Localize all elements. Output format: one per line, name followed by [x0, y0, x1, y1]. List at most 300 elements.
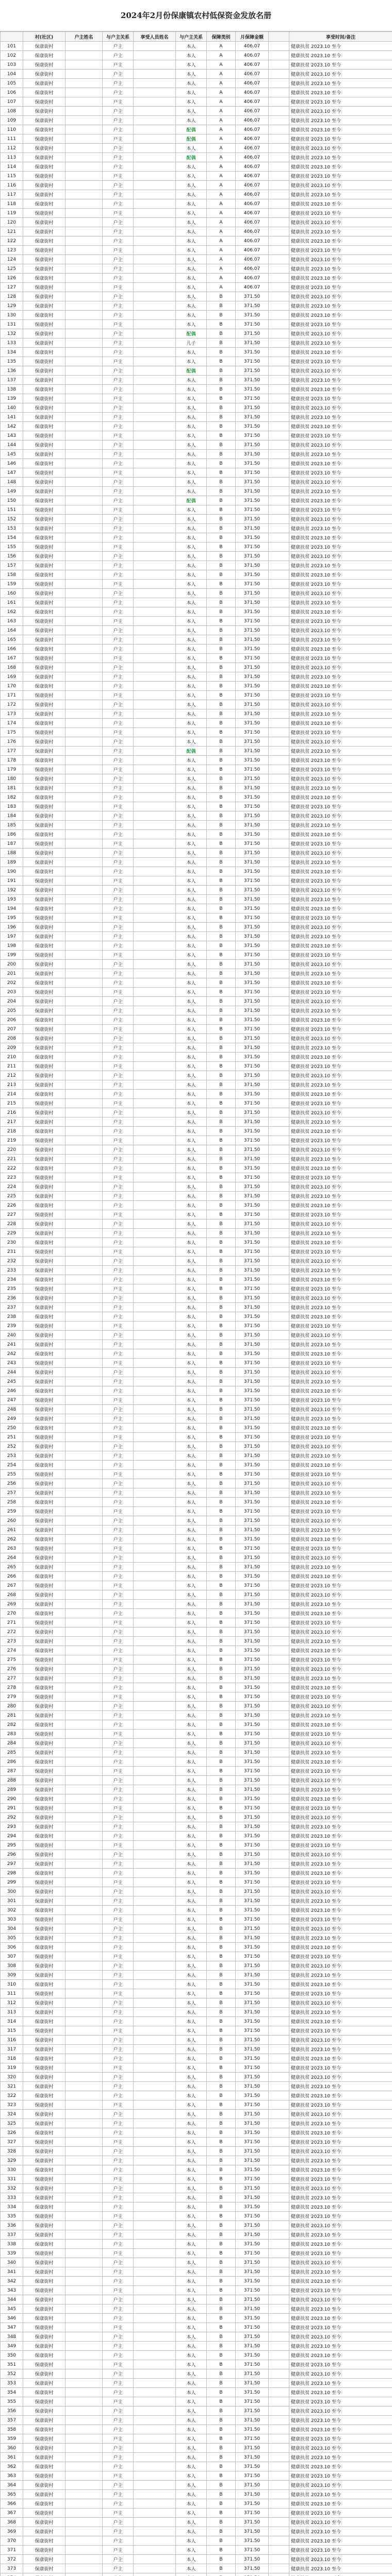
table-row	[1, 292, 392, 301]
table-cell	[66, 2509, 103, 2518]
table-cell	[269, 292, 289, 301]
table-cell: B	[207, 1563, 236, 1572]
table-cell: 371.50	[236, 533, 269, 543]
table-cell: 健康扶贫 2023.10 至今	[289, 1498, 392, 1507]
table-cell	[269, 2221, 289, 2230]
table-cell: 135	[1, 357, 23, 366]
table-cell: 本人	[176, 1164, 207, 1173]
table-cell	[66, 1275, 103, 1284]
table-cell	[134, 997, 176, 1006]
table-cell: 健康扶贫 2023.10 至今	[289, 2323, 392, 2332]
table-cell	[269, 682, 289, 691]
table-cell: B	[207, 858, 236, 867]
table-cell	[134, 561, 176, 570]
table-cell	[66, 1665, 103, 1674]
table-cell	[269, 60, 289, 70]
table-cell	[269, 125, 289, 134]
table-cell: B	[207, 1674, 236, 1683]
table-cell: 371.50	[236, 2100, 269, 2110]
table-cell	[66, 811, 103, 821]
table-cell	[66, 292, 103, 301]
table-cell	[1, 2573, 23, 2576]
table-cell: 户主	[103, 357, 134, 366]
table-cell: 健康扶贫 2023.10 至今	[289, 42, 392, 51]
table-cell	[66, 1414, 103, 1423]
table-cell: 健康扶贫 2023.10 至今	[289, 1998, 392, 2008]
table-cell: 406.07	[236, 107, 269, 116]
table-cell: 371.50	[236, 1210, 269, 1219]
table-cell: A	[207, 190, 236, 199]
table-cell: 371.50	[236, 1553, 269, 1563]
table-cell	[134, 1822, 176, 1832]
table-cell: 本人	[176, 320, 207, 329]
table-cell: 371.50	[236, 2045, 269, 2054]
table-cell	[66, 1145, 103, 1155]
table-cell	[134, 2147, 176, 2156]
table-cell	[289, 2573, 392, 2576]
table-cell: 371.50	[236, 366, 269, 376]
table-cell: 371.50	[236, 1498, 269, 1507]
table-cell	[66, 2351, 103, 2360]
table-row	[1, 2258, 392, 2267]
table-cell: 健康扶贫 2023.10 至今	[289, 552, 392, 561]
table-cell: 本人	[176, 1618, 207, 1628]
table-cell	[269, 2138, 289, 2147]
table-cell: 222	[1, 1164, 23, 1173]
table-cell: 保康街村	[23, 876, 66, 886]
table-cell: 371.50	[236, 1869, 269, 1878]
table-cell: 户主	[103, 468, 134, 478]
table-cell: 371.50	[236, 1247, 269, 1257]
table-cell	[134, 422, 176, 431]
table-cell	[66, 1266, 103, 1275]
table-cell: 户主	[103, 2471, 134, 2481]
table-cell	[269, 2453, 289, 2462]
table-row	[1, 2509, 392, 2518]
table-cell: 户主	[103, 2286, 134, 2295]
table-cell: 户主	[103, 561, 134, 570]
table-header-row	[1, 32, 392, 42]
table-cell: B	[207, 2147, 236, 2156]
table-cell: 335	[1, 2212, 23, 2221]
table-cell: 户主	[103, 162, 134, 172]
table-cell: 户主	[103, 2360, 134, 2369]
table-cell	[103, 2573, 134, 2576]
table-row	[1, 2314, 392, 2323]
table-cell: 371.50	[236, 1943, 269, 1952]
table-cell: 保康街村	[23, 1822, 66, 1832]
table-row	[1, 2286, 392, 2295]
table-cell	[134, 1850, 176, 1859]
table-cell: 371.50	[236, 1980, 269, 1989]
table-cell	[66, 719, 103, 728]
table-cell: 406.07	[236, 144, 269, 153]
table-row	[1, 672, 392, 682]
table-row	[1, 1869, 392, 1878]
table-cell: 健康扶贫 2023.10 至今	[289, 811, 392, 821]
table-cell	[134, 1767, 176, 1776]
table-cell: 371.50	[236, 1099, 269, 1108]
table-cell: 健康扶贫 2023.10 至今	[289, 719, 392, 728]
table-cell	[134, 1943, 176, 1952]
table-cell: 371.50	[236, 1516, 269, 1526]
table-cell: 371.50	[236, 1971, 269, 1980]
table-cell: 342	[1, 2277, 23, 2286]
table-cell: 户主	[103, 134, 134, 144]
table-row	[1, 2564, 392, 2573]
table-cell: 健康扶贫 2023.10 至今	[289, 2175, 392, 2184]
table-row	[1, 1516, 392, 1526]
table-cell: 户主	[103, 719, 134, 728]
table-row	[1, 459, 392, 468]
table-cell: 本人	[176, 635, 207, 645]
table-cell	[66, 1590, 103, 1600]
table-cell: 户主	[103, 1980, 134, 1989]
table-cell	[134, 236, 176, 246]
table-cell: 156	[1, 552, 23, 561]
table-cell: 本人	[176, 1526, 207, 1535]
table-cell: 本人	[176, 1182, 207, 1192]
table-cell: B	[207, 366, 236, 376]
table-cell: 保康街村	[23, 793, 66, 802]
table-cell: B	[207, 2546, 236, 2555]
table-cell: 本人	[176, 1238, 207, 1247]
table-cell: 315	[1, 2026, 23, 2036]
table-cell: 保康街村	[23, 199, 66, 209]
table-cell	[134, 1776, 176, 1785]
table-cell	[269, 1461, 289, 1470]
table-cell: 保康街村	[23, 1396, 66, 1405]
table-cell: 本人	[176, 422, 207, 431]
table-cell: 健康扶贫 2023.10 至今	[289, 1368, 392, 1377]
table-cell: 户主	[103, 199, 134, 209]
table-cell: 406.07	[236, 153, 269, 162]
table-cell: 371.50	[236, 394, 269, 403]
table-cell: 371.50	[236, 700, 269, 709]
table-cell: 保康街村	[23, 1544, 66, 1553]
table-row	[1, 1998, 392, 2008]
table-row	[1, 978, 392, 988]
table-cell: 户主	[103, 617, 134, 626]
table-cell	[269, 1238, 289, 1247]
table-cell	[134, 2304, 176, 2314]
table-row	[1, 1025, 392, 1034]
table-cell: 228	[1, 1219, 23, 1229]
table-cell	[134, 1025, 176, 1034]
table-cell: 371.50	[236, 2314, 269, 2323]
table-cell: 户主	[103, 70, 134, 79]
table-cell: 户主	[103, 144, 134, 153]
table-cell: 户主	[103, 190, 134, 199]
table-cell: 户主	[103, 1748, 134, 1757]
table-cell	[269, 1247, 289, 1257]
table-cell: B	[207, 2564, 236, 2573]
table-cell: 保康街村	[23, 1748, 66, 1757]
table-cell	[66, 960, 103, 969]
table-cell: 本人	[176, 1006, 207, 1015]
table-cell	[269, 1303, 289, 1312]
table-cell: B	[207, 1340, 236, 1349]
table-cell: 户主	[103, 1832, 134, 1841]
table-cell	[269, 440, 289, 450]
table-cell: 户主	[103, 209, 134, 218]
table-cell	[134, 1739, 176, 1748]
table-cell: 371.50	[236, 821, 269, 830]
table-cell	[66, 682, 103, 691]
table-cell	[134, 1600, 176, 1609]
table-cell: B	[207, 1683, 236, 1692]
table-cell: 本人	[176, 2342, 207, 2351]
table-cell	[134, 1043, 176, 1053]
table-cell: 371.50	[236, 1451, 269, 1461]
table-cell: 361	[1, 2453, 23, 2462]
table-cell: 健康扶贫 2023.10 至今	[289, 1553, 392, 1563]
table-cell: 371.50	[236, 1618, 269, 1628]
table-cell	[134, 376, 176, 385]
table-cell: 户主	[103, 1730, 134, 1739]
table-row	[1, 450, 392, 459]
table-row	[1, 1971, 392, 1980]
table-cell	[66, 969, 103, 978]
table-cell	[269, 1655, 289, 1665]
table-row	[1, 2017, 392, 2026]
table-row	[1, 1646, 392, 1655]
table-cell	[269, 1266, 289, 1275]
table-cell: 健康扶贫 2023.10 至今	[289, 1572, 392, 1581]
table-cell: 保康街村	[23, 2202, 66, 2212]
table-cell: 153	[1, 524, 23, 533]
table-cell: 371.50	[236, 858, 269, 867]
table-cell: B	[207, 1405, 236, 1414]
table-cell: 户主	[103, 1776, 134, 1785]
table-cell: 户主	[103, 320, 134, 329]
table-cell	[66, 2527, 103, 2536]
table-cell	[66, 886, 103, 895]
table-cell: 177	[1, 747, 23, 756]
table-cell	[269, 385, 289, 394]
table-cell: 保康街村	[23, 2063, 66, 2073]
table-cell: 健康扶贫 2023.10 至今	[289, 997, 392, 1006]
table-cell	[66, 1526, 103, 1535]
table-cell: B	[207, 2462, 236, 2471]
table-cell: 149	[1, 487, 23, 496]
table-cell: B	[207, 1526, 236, 1535]
table-cell: 户主	[103, 1173, 134, 1182]
table-cell: 健康扶贫 2023.10 至今	[289, 784, 392, 793]
table-cell: 户主	[103, 1581, 134, 1590]
table-cell	[134, 42, 176, 51]
table-cell: 371.50	[236, 1062, 269, 1071]
table-cell: 保康街村	[23, 1878, 66, 1887]
table-cell: 保康街村	[23, 858, 66, 867]
table-cell: B	[207, 2509, 236, 2518]
table-cell	[269, 1776, 289, 1785]
table-cell	[269, 1934, 289, 1943]
table-cell: 371.50	[236, 1785, 269, 1794]
table-cell: 235	[1, 1284, 23, 1294]
table-cell: 371.50	[236, 2332, 269, 2342]
table-cell: 健康扶贫 2023.10 至今	[289, 1479, 392, 1488]
table-cell: 371.50	[236, 960, 269, 969]
table-cell: 保康街村	[23, 2165, 66, 2175]
table-row	[1, 1192, 392, 1201]
table-cell: 371.50	[236, 1813, 269, 1822]
table-cell	[66, 1739, 103, 1748]
table-cell: 本人	[176, 1989, 207, 1998]
table-cell: 212	[1, 1071, 23, 1080]
col-header: 享受人员姓名	[134, 32, 176, 42]
table-cell	[269, 1015, 289, 1025]
table-cell: 373	[1, 2564, 23, 2573]
table-cell	[66, 162, 103, 172]
table-cell	[66, 1646, 103, 1655]
table-cell: 本人	[176, 774, 207, 784]
table-cell: 户主	[103, 1998, 134, 2008]
table-cell: A	[207, 283, 236, 292]
table-cell: 健康扶贫 2023.10 至今	[289, 1127, 392, 1136]
table-cell	[66, 1117, 103, 1127]
table-cell: B	[207, 1433, 236, 1442]
table-cell: 224	[1, 1182, 23, 1192]
table-cell	[66, 1340, 103, 1349]
table-cell: 健康扶贫 2023.10 至今	[289, 774, 392, 784]
table-cell: 本人	[176, 2509, 207, 2518]
table-cell: 340	[1, 2258, 23, 2267]
table-cell	[269, 2360, 289, 2369]
table-cell	[66, 2026, 103, 2036]
table-cell: 本人	[176, 1173, 207, 1182]
table-cell: B	[207, 1470, 236, 1479]
table-cell	[66, 1349, 103, 1359]
table-cell	[134, 1971, 176, 1980]
table-cell	[269, 338, 289, 348]
table-cell: B	[207, 487, 236, 496]
table-cell	[134, 431, 176, 440]
table-cell: 241	[1, 1340, 23, 1349]
table-cell: 356	[1, 2406, 23, 2416]
table-cell	[269, 2267, 289, 2277]
table-row	[1, 1757, 392, 1767]
table-cell: 406.07	[236, 125, 269, 134]
table-cell: 本人	[176, 2425, 207, 2434]
table-cell: 户主	[103, 895, 134, 904]
table-cell: 180	[1, 774, 23, 784]
table-cell: 本人	[176, 2221, 207, 2230]
table-cell: 保康街村	[23, 598, 66, 607]
table-row	[1, 1368, 392, 1377]
table-cell: 本人	[176, 1813, 207, 1822]
table-cell: 健康扶贫 2023.10 至今	[289, 2444, 392, 2453]
table-cell: 保康街村	[23, 1915, 66, 1924]
table-cell: 371.50	[236, 1730, 269, 1739]
table-cell	[269, 709, 289, 719]
table-cell: B	[207, 2082, 236, 2091]
table-cell: 户主	[103, 913, 134, 923]
table-cell: 健康扶贫 2023.10 至今	[289, 1822, 392, 1832]
table-cell: 保康街村	[23, 1108, 66, 1117]
table-cell: 健康扶贫 2023.10 至今	[289, 1386, 392, 1396]
table-cell: 户主	[103, 1201, 134, 1210]
table-cell	[134, 2369, 176, 2379]
table-cell: 本人	[176, 1025, 207, 1034]
table-cell: B	[207, 969, 236, 978]
table-cell: 367	[1, 2509, 23, 2518]
table-cell: B	[207, 2527, 236, 2536]
table-cell: 保康街村	[23, 2100, 66, 2110]
table-cell: 健康扶贫 2023.10 至今	[289, 626, 392, 635]
table-cell	[269, 1321, 289, 1331]
table-cell: 户主	[103, 2304, 134, 2314]
table-row	[1, 311, 392, 320]
table-cell: 户主	[103, 2277, 134, 2286]
table-cell: 健康扶贫 2023.10 至今	[289, 2073, 392, 2082]
table-cell: 保康街村	[23, 923, 66, 932]
table-cell	[66, 2110, 103, 2119]
table-cell: B	[207, 2212, 236, 2221]
table-cell	[269, 1312, 289, 1321]
table-cell: 健康扶贫 2023.10 至今	[289, 1257, 392, 1266]
table-cell	[269, 2091, 289, 2100]
table-cell	[66, 2054, 103, 2063]
table-cell	[269, 450, 289, 459]
table-cell: 健康扶贫 2023.10 至今	[289, 134, 392, 144]
table-row	[1, 1053, 392, 1062]
table-row	[1, 626, 392, 635]
table-cell: 户主	[103, 1433, 134, 1442]
table-cell	[269, 2054, 289, 2063]
table-cell: 289	[1, 1785, 23, 1794]
table-cell: 保康街村	[23, 2045, 66, 2054]
table-cell: 255	[1, 1470, 23, 1479]
table-cell: 户主	[103, 1683, 134, 1692]
table-cell: 371.50	[236, 292, 269, 301]
table-cell	[66, 1943, 103, 1952]
table-cell	[269, 1192, 289, 1201]
table-cell	[134, 1229, 176, 1238]
table-cell: 本人	[176, 255, 207, 264]
table-cell	[66, 2008, 103, 2017]
table-cell: B	[207, 951, 236, 960]
table-cell	[134, 1349, 176, 1359]
table-cell: 保康街村	[23, 1961, 66, 1971]
table-cell: 319	[1, 2063, 23, 2073]
table-row	[1, 1767, 392, 1776]
table-cell	[66, 2295, 103, 2304]
table-cell	[269, 218, 289, 227]
table-cell: 270	[1, 1609, 23, 1618]
table-cell: 本人	[176, 2536, 207, 2546]
table-cell: 本人	[176, 1590, 207, 1600]
table-cell	[134, 2388, 176, 2397]
table-cell: 健康扶贫 2023.10 至今	[289, 1034, 392, 1043]
table-cell: 保康街村	[23, 1247, 66, 1257]
table-cell: 328	[1, 2147, 23, 2156]
table-cell: 371.50	[236, 2193, 269, 2202]
table-cell: 371.50	[236, 1572, 269, 1581]
table-cell: 244	[1, 1368, 23, 1377]
table-row	[1, 422, 392, 431]
table-cell: 281	[1, 1711, 23, 1720]
table-cell: 272	[1, 1628, 23, 1637]
col-header: 村(社区)	[23, 32, 66, 42]
table-cell: 健康扶贫 2023.10 至今	[289, 1915, 392, 1924]
table-cell: 保康街村	[23, 172, 66, 181]
table-cell	[269, 2036, 289, 2045]
table-cell: 保康街村	[23, 1887, 66, 1896]
table-row	[1, 2546, 392, 2555]
table-cell: B	[207, 1192, 236, 1201]
table-cell: 本人	[176, 1553, 207, 1563]
